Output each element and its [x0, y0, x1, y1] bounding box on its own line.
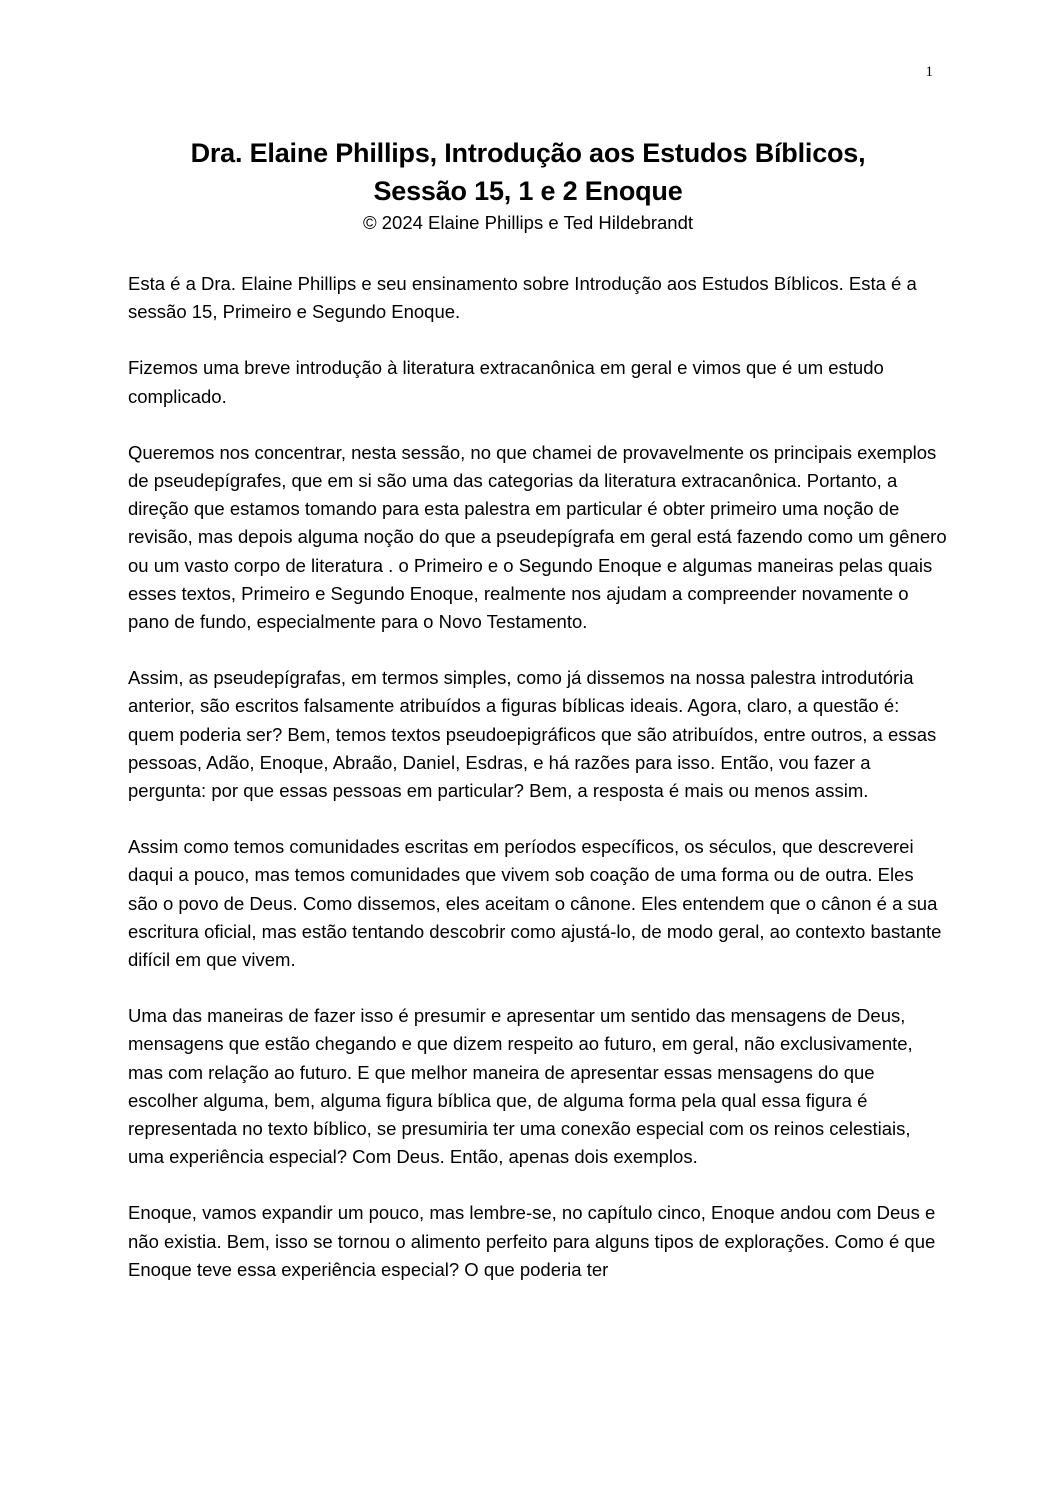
document-title-line-1: Dra. Elaine Phillips, Introdução aos Estudos Bíblicos, — [190, 138, 866, 168]
paragraph-7: Enoque, vamos expandir um pouco, mas lembre-se, no capítulo cinco, Enoque andou com Deus e não existia. Bem, isso se tornou o alimento perfeito para alguns tipos de explorações. Como é que Enoque teve essa experiência especial? O que poderia ter — [128, 1202, 936, 1280]
paragraph-5: Assim como temos comunidades escritas em períodos específicos, os séculos, que descreverei daqui a pouco, mas temos comunidades que vivem sob coação de uma forma ou de outra. Eles são o povo de Deus. Como dissemos, eles aceitam o cânone. Eles entendem que o cânon é a sua escritura oficial, mas estão tentando descobrir como ajustá-lo, de modo geral, ao contexto bastante difícil em que vivem. — [128, 836, 942, 971]
document-body — [128, 270, 948, 1312]
paragraph-4: Assim, as pseudepígrafas, em termos simples, como já dissemos na nossa palestra introdutória anterior, são escritos falsamente atribuídos a figuras bíblicas ideais. Agora, claro, a questão é: quem poderia ser? Bem, temos textos pseudoepigráficos que são atribuídos, entre outros, a essas pessoas, Adão, Enoque, Abraão, Daniel, Esdras, e há razões para isso. Então, vou fazer a pergunta: por que essas pessoas em particular? Bem, a resposta é mais ou menos assim. — [128, 667, 937, 802]
document-header — [128, 134, 928, 236]
paragraph-2: Fizemos uma breve introdução à literatura extracanônica em geral e vimos que é um estudo complicado. — [128, 357, 884, 407]
page-number: 1 — [925, 64, 933, 80]
document-title-line-2: Sessão 15, 1 e 2 Enoque — [373, 176, 683, 206]
copyright-notice: © 2024 Elaine Phillips e Ted Hildebrandt — [362, 212, 694, 233]
paragraph-6: Uma das maneiras de fazer isso é presumir e apresentar um sentido das mensagens de Deus, mensagens que estão chegando e que dizem respeito ao futuro, em geral, não exclusivamente, mas com relação ao futuro. E que melhor maneira de apresentar essas mensagens do que escolher alguma, bem, alguma figura bíblica que, de alguma forma pela qual essa figura é representada no texto bíblico, se presumiria ter uma conexão especial com os reinos celestiais, uma experiência especial? Com Deus. Então, apenas dois exemplos. — [128, 1005, 913, 1168]
paragraph-3: Queremos nos concentrar, nesta sessão, no que chamei de provavelmente os principais exemplos de pseudepígrafes, que em si são uma das categorias da literatura extracanônica. Portanto, a direção que estamos tomando para esta palestra em particular é obter primeiro uma noção de revisão, mas depois alguma noção do que a pseudepígrafa em geral está fazendo como um gênero ou um vasto corpo de literatura . o Primeiro e o Segundo Enoque e algumas maneiras pelas quais esses textos, Primeiro e Segundo Enoque, realmente nos ajudam a compreender novamente o pano de fundo, especialmente para o Novo Testamento. — [128, 441, 947, 633]
paragraph-1: Esta é a Dra. Elaine Phillips e seu ensinamento sobre Introdução aos Estudos Bíblicos. Esta é a sessão 15, Primeiro e Segundo Enoque. — [128, 273, 917, 323]
